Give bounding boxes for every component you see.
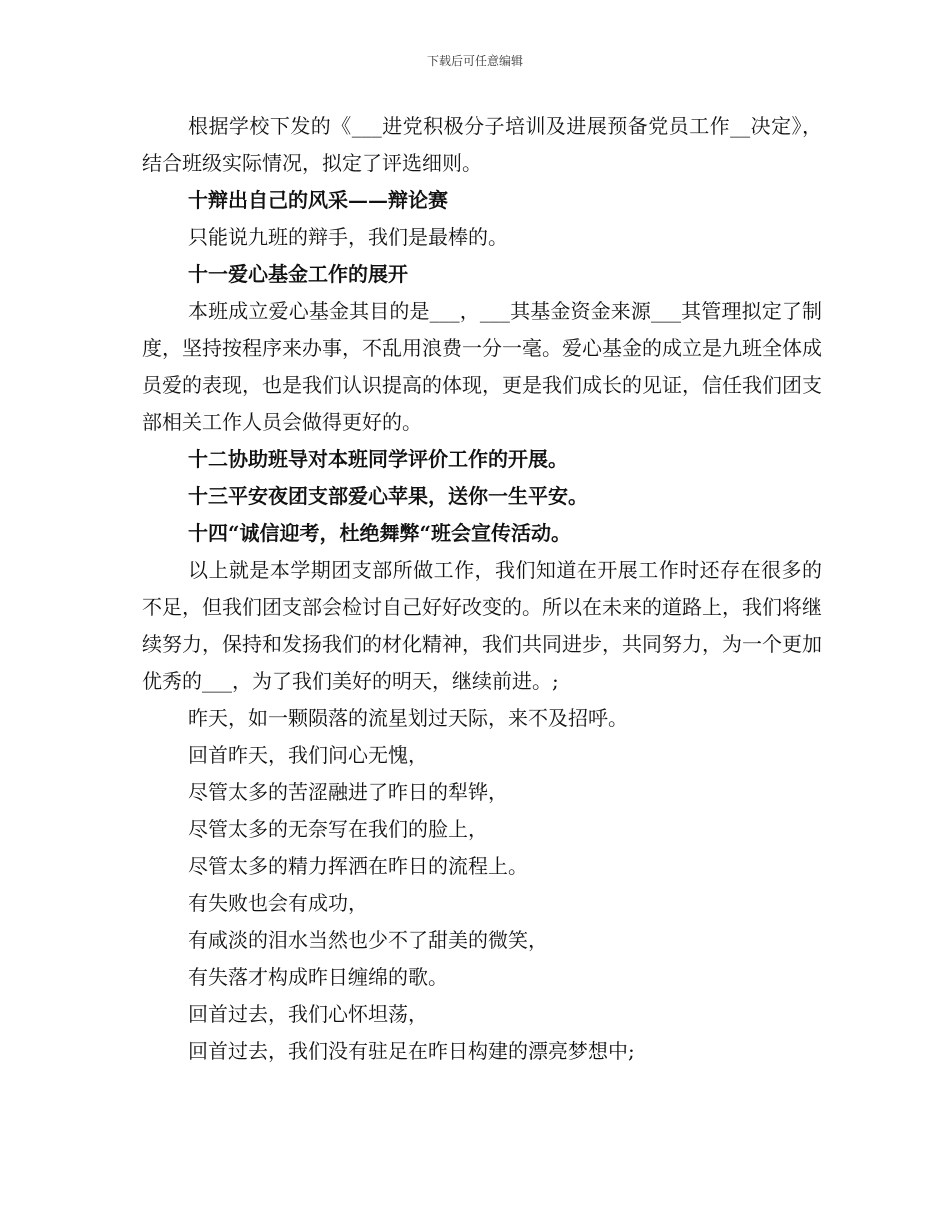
poem-line: 尽管太多的精力挥洒在昨日的流程上。 — [188, 854, 528, 878]
poem-line: 有咸淡的泪水当然也少不了甜美的微笑， — [188, 928, 548, 952]
paragraph: 以上就是本学期团支部所做工作，我们知道在开展工作时还存在很多的不足，但我们团支部会检讨自己好好改变的。所以在未来的道路上，我们将继续努力，保持和发扬我们的材化精神，我们共同进步，共同努力，为一个更加优秀的___，为了我们美好的明天，继续前进。; — [142, 558, 822, 693]
paragraph: 根据学校下发的《___进党积极分子培训及进展预备党员工作__决定》，结合班级实际情况，拟定了评选细则。 — [142, 114, 822, 175]
paragraph: 本班成立爱心基金其目的是___，___其基金资金来源___其管理拟定了制度，坚持按程序来办事，不乱用浪费一分一毫。爱心基金的成立是九班全体成员爱的表现，也是我们认识提高的体现，更是我们成长的见证，信任我们团支部相关工作人员会做得更好的。 — [142, 299, 822, 434]
poem-line: 有失败也会有成功， — [188, 891, 368, 915]
poem-line: 尽管太多的无奈写在我们的脸上， — [188, 817, 488, 841]
section-heading: 十三平安夜团支部爱心苹果，送你一生平安。 — [188, 484, 588, 508]
section-heading: 十辩出自己的风采——辩论赛 — [188, 188, 448, 212]
poem-line: 昨天，如一颗陨落的流星划过天际，来不及招呼。 — [188, 706, 628, 730]
paragraph: 只能说九班的辩手，我们是最棒的。 — [188, 225, 508, 249]
poem-line: 回首昨天，我们问心无愧， — [188, 743, 428, 767]
section-heading: 十四“诚信迎考，杜绝舞弊“班会宣传活动。 — [188, 521, 572, 545]
section-heading: 十二协助班导对本班同学评价工作的开展。 — [188, 447, 568, 471]
section-heading: 十一爱心基金工作的展开 — [188, 262, 408, 286]
document-body — [142, 108, 822, 1070]
poem-line: 回首过去，我们没有驻足在昨日构建的漂亮梦想中; — [188, 1039, 635, 1063]
poem-line: 尽管太多的苦涩融进了昨日的犁铧， — [188, 780, 508, 804]
page-header: 下载后可任意编辑 — [426, 54, 523, 68]
poem-line: 回首过去，我们心怀坦荡， — [188, 1002, 428, 1026]
poem-line: 有失落才构成昨日缠绵的歌。 — [188, 965, 448, 989]
